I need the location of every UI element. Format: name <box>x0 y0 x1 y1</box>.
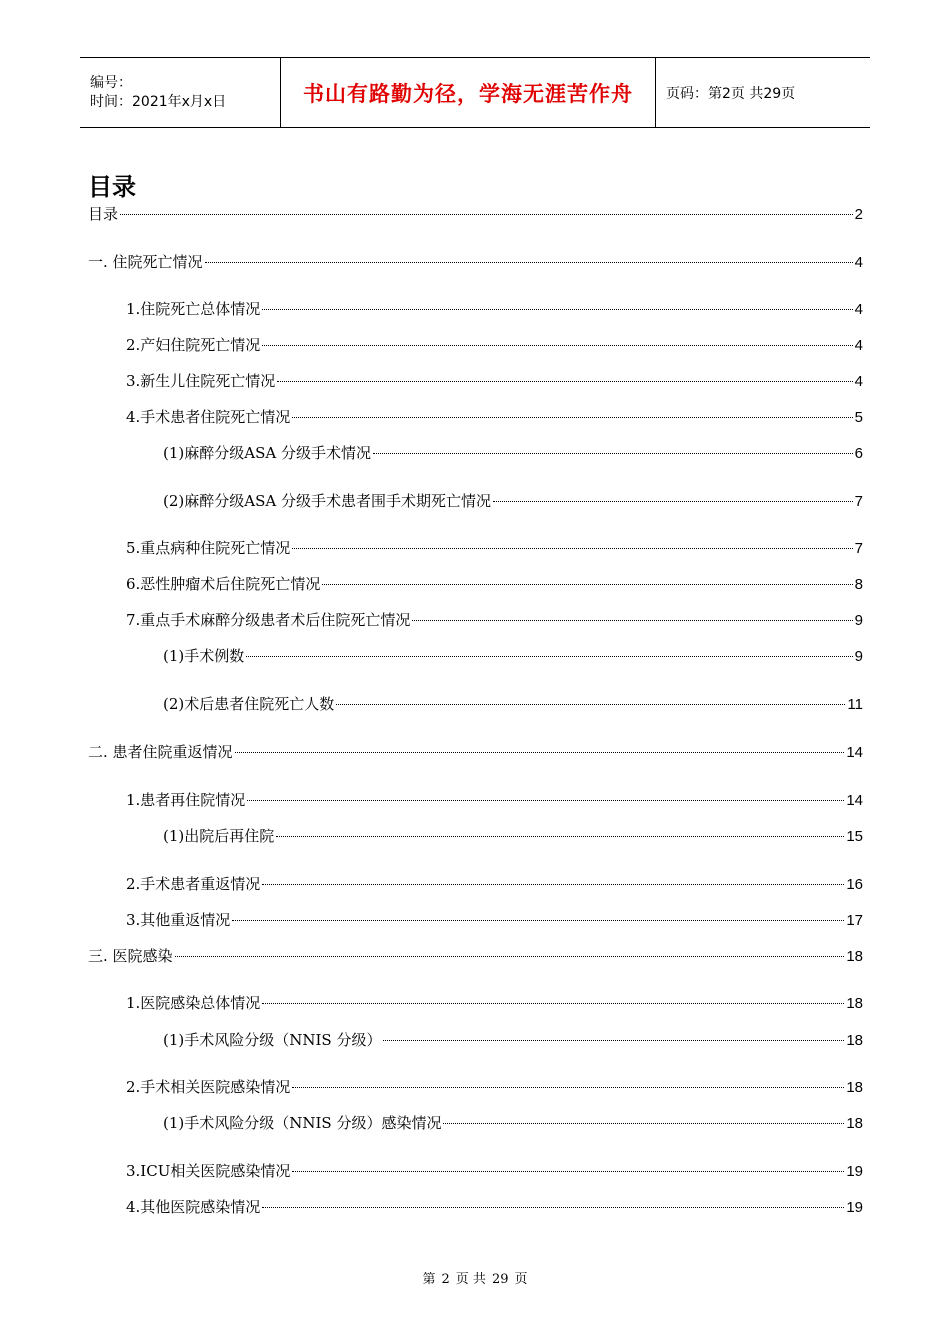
toc-entry-title: (1)手术风险分级（NNIS 分级） <box>163 1031 382 1049</box>
toc-entry-page: 4 <box>854 301 863 318</box>
toc-leader-dots <box>232 920 844 921</box>
toc-entry[interactable] <box>126 910 863 930</box>
footer-total-pages: 29 <box>491 1272 509 1287</box>
toc-leader-dots <box>493 501 853 502</box>
toc-leader-dots <box>262 1207 844 1208</box>
toc-entry-page: 16 <box>846 876 863 893</box>
footer-prefix: 第 <box>422 1272 436 1287</box>
toc-entry[interactable] <box>126 1197 863 1217</box>
toc-entry-page: 7 <box>854 540 863 557</box>
toc-leader-dots <box>277 381 852 382</box>
toc-entry-title: 3.新生儿住院死亡情况 <box>126 372 276 390</box>
toc-entry-page: 18 <box>846 1115 863 1132</box>
footer-suffix: 页 <box>514 1272 528 1287</box>
page-number-label: 页码：第2页 共29页 <box>666 85 796 102</box>
toc-entry[interactable] <box>126 574 863 594</box>
toc-entry-page: 8 <box>854 576 863 593</box>
toc-entry-title: 2.产妇住院死亡情况 <box>126 336 261 354</box>
toc-entry[interactable] <box>88 742 863 762</box>
toc-leader-dots <box>247 800 844 801</box>
toc-entry[interactable] <box>126 1077 863 1097</box>
toc-entry[interactable] <box>126 371 863 391</box>
toc-entry-page: 19 <box>846 1163 863 1180</box>
toc-entry-title: 一. 住院死亡情况 <box>88 253 203 271</box>
toc-leader-dots <box>412 620 852 621</box>
toc-entry-page: 6 <box>854 445 863 462</box>
toc-entry[interactable] <box>88 946 863 966</box>
toc-leader-dots <box>292 548 852 549</box>
toc-entry[interactable] <box>126 993 863 1013</box>
toc-entry[interactable] <box>88 252 863 272</box>
toc-leader-dots <box>175 956 845 957</box>
toc-entry[interactable] <box>126 1161 863 1181</box>
toc-entry-title: 2.手术患者重返情况 <box>126 875 261 893</box>
toc-entry-page: 18 <box>846 1032 863 1049</box>
toc-entry-title: 3.其他重返情况 <box>126 911 231 929</box>
toc-leader-dots <box>276 836 844 837</box>
toc-entry[interactable] <box>126 790 863 810</box>
toc-entry-title: 1.住院死亡总体情况 <box>126 300 261 318</box>
toc-leader-dots <box>120 214 853 215</box>
toc-entry-page: 19 <box>846 1199 863 1216</box>
toc-leader-dots <box>292 417 852 418</box>
toc-leader-dots <box>262 345 852 346</box>
header-info <box>80 58 280 127</box>
toc-entry-page: 4 <box>854 254 863 271</box>
toc-entry[interactable] <box>88 204 863 224</box>
toc-entry-title: 4.其他医院感染情况 <box>126 1198 261 1216</box>
toc-entry-title: 二. 患者住院重返情况 <box>88 743 233 761</box>
document-header <box>80 57 870 128</box>
toc-entry-title: 2.手术相关医院感染情况 <box>126 1078 291 1096</box>
toc-entry-page: 18 <box>846 1079 863 1096</box>
toc-leader-dots <box>383 1040 844 1041</box>
toc-entry-page: 9 <box>854 612 863 629</box>
toc-entry[interactable] <box>126 538 863 558</box>
toc-leader-dots <box>292 1087 844 1088</box>
toc-entry-page: 4 <box>854 337 863 354</box>
toc-entry[interactable] <box>163 1030 863 1050</box>
toc-entry-title: 7.重点手术麻醉分级患者术后住院死亡情况 <box>126 611 411 629</box>
footer-mid: 页 共 <box>455 1272 486 1287</box>
toc-entry-page: 11 <box>847 696 863 713</box>
toc-entry-title: (1)手术风险分级（NNIS 分级）感染情况 <box>163 1114 442 1132</box>
toc-leader-dots <box>443 1123 844 1124</box>
toc-entry-page: 17 <box>846 912 863 929</box>
toc-leader-dots <box>292 1171 844 1172</box>
toc-entry-page: 14 <box>846 744 863 761</box>
toc-entry-title: (2)术后患者住院死亡人数 <box>163 695 335 713</box>
toc-leader-dots <box>322 584 852 585</box>
toc-entry-page: 18 <box>846 995 863 1012</box>
toc-leader-dots <box>262 1003 844 1004</box>
toc-leader-dots <box>246 656 852 657</box>
toc-entry-title: 1.患者再住院情况 <box>126 791 246 809</box>
toc-entry[interactable] <box>126 610 863 630</box>
toc-leader-dots <box>262 309 852 310</box>
toc-leader-dots <box>205 262 853 263</box>
toc-entry-title: (1)手术例数 <box>163 647 245 665</box>
toc-entry-page: 4 <box>854 373 863 390</box>
toc-entry[interactable] <box>126 874 863 894</box>
document-date-label: 时间：2021年x月x日 <box>90 93 227 110</box>
document-number-label: 编号： <box>90 74 132 91</box>
toc-leader-dots <box>262 884 844 885</box>
toc-entry[interactable] <box>163 826 863 846</box>
toc-entry[interactable] <box>163 491 863 511</box>
toc-entry[interactable] <box>163 443 863 463</box>
toc-entry-page: 2 <box>854 206 863 223</box>
toc-entry-page: 5 <box>854 409 863 426</box>
toc-entry-page: 7 <box>854 493 863 510</box>
toc-entry[interactable] <box>126 407 863 427</box>
toc-entry-title: (1)麻醉分级ASA 分级手术情况 <box>163 444 371 462</box>
toc-entry-title: (1)出院后再住院 <box>163 827 275 845</box>
header-page-info <box>656 58 870 127</box>
toc-entry-title: 6.恶性肿瘤术后住院死亡情况 <box>126 575 321 593</box>
toc-entry[interactable] <box>163 694 863 714</box>
page-footer <box>0 1268 950 1287</box>
toc-entry-title: (2)麻醉分级ASA 分级手术患者围手术期死亡情况 <box>163 492 491 510</box>
toc-entry-title: 目录 <box>88 205 119 223</box>
toc-entry-title: 5.重点病种住院死亡情况 <box>126 539 291 557</box>
toc-entry-title: 三. 医院感染 <box>88 947 173 965</box>
toc-leader-dots <box>336 704 845 705</box>
toc-entry-page: 18 <box>846 948 863 965</box>
toc-entry-title: 3.ICU相关医院感染情况 <box>126 1162 291 1180</box>
toc-entry-page: 15 <box>846 828 863 845</box>
toc-entry-title: 1.医院感染总体情况 <box>126 994 261 1012</box>
toc-leader-dots <box>373 453 853 454</box>
footer-current-page: 2 <box>441 1272 450 1287</box>
toc-entry[interactable] <box>163 1113 863 1133</box>
toc-entry-page: 14 <box>846 792 863 809</box>
page-title: 目录 <box>88 173 136 201</box>
motto-text: 书山有路勤为径，学海无涯苦作舟 <box>303 81 633 106</box>
toc-entry-title: 4.手术患者住院死亡情况 <box>126 408 291 426</box>
toc-entry[interactable] <box>126 335 863 355</box>
header-motto <box>280 58 656 127</box>
toc-entry-page: 9 <box>854 648 863 665</box>
toc-entry[interactable] <box>126 299 863 319</box>
toc-entry[interactable] <box>163 646 863 666</box>
toc-leader-dots <box>235 752 845 753</box>
